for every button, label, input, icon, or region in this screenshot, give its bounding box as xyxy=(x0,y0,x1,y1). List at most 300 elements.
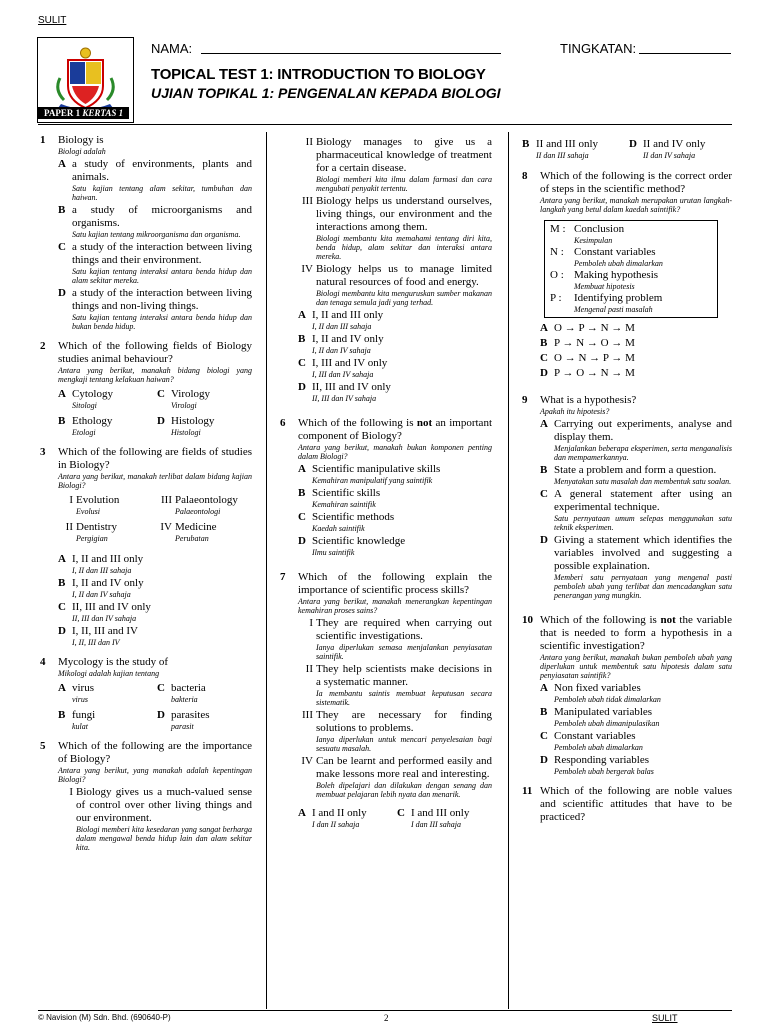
question-6 xyxy=(280,417,492,557)
step-key: N : xyxy=(550,246,564,258)
option-letter: C xyxy=(540,730,548,742)
statement-numeral: IV xyxy=(160,521,172,533)
option-text: State a problem and form a question. xyxy=(554,464,717,476)
option-letter: A xyxy=(298,463,306,475)
option-translation: I dan III sahaja xyxy=(411,820,461,829)
statement-translation: Biologi memberi kita ilmu dalam farmasi dan cara mengubati penyakit tertentu. xyxy=(316,175,492,193)
option-letter: B xyxy=(58,415,66,427)
question-number: 9 xyxy=(522,394,528,406)
question-stem: Which of the following explain the importance of scientific process skills? xyxy=(298,571,492,596)
question-number: 5 xyxy=(40,740,46,752)
option-text: Scientific knowledge xyxy=(312,535,406,547)
option-text: virus xyxy=(72,682,94,694)
step-letter: O xyxy=(550,269,558,281)
question-2 xyxy=(40,340,252,437)
option-letter: A xyxy=(58,682,66,694)
copyright: © Navision (M) Sdn. Bhd. (690640-P) xyxy=(38,1013,171,1022)
question-translation: Antara yang berikut, manakah bidang biologi yang mengkaji tentang kelakuan haiwan? xyxy=(58,366,252,384)
option-text: bacteria xyxy=(171,682,206,694)
option-translation: Menyatakan satu masalah dan membentuk satu soalan. xyxy=(554,477,732,486)
question-3 xyxy=(40,446,252,647)
option-letter: A xyxy=(540,418,548,430)
option-text: P → O → N → M xyxy=(554,367,635,379)
option-text: a study of the interaction between living things and their environment. xyxy=(72,241,252,266)
statement-iv xyxy=(298,755,492,799)
question-number: 8 xyxy=(522,170,528,182)
statement-numeral: III xyxy=(302,195,313,207)
option-a[interactable] xyxy=(58,682,153,704)
statement-numeral: I xyxy=(309,617,313,629)
question-number: 1 xyxy=(40,134,46,146)
option-text: P → N → O → M xyxy=(554,337,635,349)
question-stem: Which of the following is the correct order of steps in the scientific method? xyxy=(540,170,732,195)
option-text: II and III only xyxy=(536,138,599,150)
option-text: II, III and IV only xyxy=(312,381,391,393)
option-letter: D xyxy=(298,381,306,393)
statement-iii xyxy=(298,709,492,753)
option-letter: D xyxy=(540,534,548,546)
option-b[interactable] xyxy=(540,464,732,486)
option-letter: B xyxy=(540,337,548,349)
option-b[interactable] xyxy=(58,415,153,437)
statement-numeral: II xyxy=(65,521,73,533)
step-letter: P xyxy=(550,292,556,304)
options-grid xyxy=(298,805,492,829)
step-text: Identifying problem xyxy=(574,292,663,304)
statement-text: Biology helps us understand ourselves, living things, our environment and the interactions among them. xyxy=(316,195,492,233)
option-d[interactable] xyxy=(298,535,492,557)
option-text: Responding variables xyxy=(554,754,650,766)
question-translation: Antara yang berikut, manakah bukan komponen penting dalam Biologi? xyxy=(298,443,492,461)
option-letter: B xyxy=(522,138,530,150)
option-letter: B xyxy=(298,487,306,499)
option-text: I, II and III only xyxy=(72,553,144,565)
option-translation: Kaedah saintifik xyxy=(312,524,365,533)
option-translation: II dan IV sahaja xyxy=(643,151,696,160)
option-text: a study of the interaction between living things and non-living things. xyxy=(72,287,252,312)
option-translation: Histologi xyxy=(171,428,201,437)
question-stem: Biology is xyxy=(58,134,104,146)
option-letter: C xyxy=(397,807,405,819)
option-text: II and IV only xyxy=(643,138,706,150)
option-translation: Kemahiran saintifik xyxy=(312,500,376,509)
step-n xyxy=(550,246,712,268)
option-text: Scientific skills xyxy=(312,487,381,499)
statement-iii xyxy=(157,494,252,516)
option-translation: Memberi satu pernyataan yang mengenal pasti pemboleh ubah yang terlibat dan mencadangkan satu penerangan yang mungkin. xyxy=(554,573,732,600)
option-letter: C xyxy=(540,352,548,364)
step-key: M : xyxy=(550,223,566,235)
statement-iii xyxy=(298,195,492,261)
tingkatan-label: TINGKATAN: xyxy=(560,41,637,56)
nama-label: NAMA: xyxy=(151,41,193,56)
option-c[interactable] xyxy=(298,357,492,379)
option-c[interactable] xyxy=(58,601,252,623)
question-7 xyxy=(280,571,492,829)
option-translation: I, II dan IV sahaja xyxy=(312,346,371,355)
option-translation: I, III dan IV sahaja xyxy=(312,370,374,379)
statement-i xyxy=(58,786,252,852)
statement-text: They are required when carrying out scientific investigations. xyxy=(316,617,492,642)
option-letter: D xyxy=(298,535,306,547)
column-divider-1 xyxy=(266,132,267,1009)
question-10 xyxy=(522,614,732,776)
statement-numeral: II xyxy=(305,663,313,675)
question-9 xyxy=(522,394,732,600)
option-translation: I, II, III dan IV xyxy=(72,638,120,647)
option-translation: Satu pernyataan umum selepas menggunakan satu teknik eksperimen. xyxy=(554,514,732,532)
option-text: O → P → N → M xyxy=(554,322,635,334)
question-translation: Antara yang berikut, manakah bukan pemboleh ubah yang diperlukan untuk membentuk satu hipotesis dalam satu penyiasatan saintifik? xyxy=(540,653,732,680)
option-letter: D xyxy=(629,138,637,150)
option-translation: II dan III sahaja xyxy=(536,151,589,160)
option-text: Scientific manipulative skills xyxy=(312,463,441,475)
option-b[interactable] xyxy=(298,487,492,509)
option-letter: C xyxy=(540,488,548,500)
question-number: 10 xyxy=(522,614,533,626)
question-stem: Which of the following are fields of studies in Biology? xyxy=(58,446,252,471)
statement-translation: Ianya diperlukan untuk mencari penyelesaian bagi sesuatu masalah. xyxy=(316,735,492,753)
steps-box xyxy=(544,220,718,318)
statement-numeral: II xyxy=(305,136,313,148)
sulit-top-label: SULIT xyxy=(38,15,67,26)
step-text: Constant variables xyxy=(574,246,656,258)
step-letter: N xyxy=(550,246,558,258)
statement-i xyxy=(298,617,492,661)
option-translation: parasit xyxy=(171,722,194,731)
option-d[interactable] xyxy=(540,754,732,776)
option-letter: B xyxy=(540,464,548,476)
option-a[interactable] xyxy=(298,807,393,829)
option-d[interactable] xyxy=(58,625,252,647)
column-3 xyxy=(522,134,732,833)
option-translation: Satu kajian tentang alam sekitar, tumbuhan dan haiwan. xyxy=(72,184,252,202)
question-1 xyxy=(40,134,252,331)
option-letter: A xyxy=(540,682,548,694)
step-letter: M xyxy=(550,223,560,235)
option-b[interactable] xyxy=(522,138,625,160)
option-letter: B xyxy=(58,577,66,589)
statement-translation: Ia membantu saintis membuat keputusan secara sistematik. xyxy=(316,689,492,707)
option-letter: D xyxy=(540,754,548,766)
question-number: 6 xyxy=(280,417,286,429)
page-title: TOPICAL TEST 1: INTRODUCTION TO BIOLOGY xyxy=(151,66,486,83)
option-text: fungi xyxy=(72,709,96,721)
option-c[interactable] xyxy=(397,807,492,829)
step-m xyxy=(550,223,712,245)
option-a[interactable] xyxy=(58,553,252,575)
statement-numeral: IV xyxy=(301,263,313,275)
option-text: O → N → P → M xyxy=(554,352,635,364)
statement-text: Biology helps us to manage limited natural resources of food and energy. xyxy=(316,263,492,288)
option-a[interactable] xyxy=(298,309,492,331)
stem-part: Which of the following is xyxy=(540,614,661,626)
option-translation: I, II dan IV sahaja xyxy=(72,590,131,599)
question-translation: Antara yang berikut, manakah menerangkan kepentingan kemahiran proses sains? xyxy=(298,597,492,615)
option-translation: Ilmu saintifik xyxy=(312,548,355,557)
column-divider-2 xyxy=(508,132,509,1009)
statement-numeral: III xyxy=(302,709,313,721)
option-letter: C xyxy=(58,241,66,253)
option-c[interactable] xyxy=(157,682,252,704)
option-text: Scientific methods xyxy=(312,511,395,523)
tingkatan-field[interactable] xyxy=(639,53,731,54)
question-number: 7 xyxy=(280,571,286,583)
option-text: I, II and IV only xyxy=(72,577,144,589)
option-letter: D xyxy=(540,367,548,379)
statement-translation: Perubatan xyxy=(175,534,209,543)
option-c[interactable] xyxy=(540,730,732,752)
option-c[interactable] xyxy=(58,241,252,285)
option-translation: I, II dan III sahaja xyxy=(72,566,132,575)
statement-iv xyxy=(298,263,492,307)
option-b[interactable] xyxy=(58,204,252,239)
statement-translation: Palaeontologi xyxy=(175,507,221,516)
statement-grid xyxy=(58,492,252,543)
statement-text: Biology manages to give us a pharmaceutical knowledge of treatment for a certain disease. xyxy=(316,136,492,174)
step-o xyxy=(550,269,712,291)
options-grid xyxy=(58,386,252,437)
option-letter: A xyxy=(58,553,66,565)
statement-text: Biology gives us a much-valued sense of control over other living things and our environment. xyxy=(76,786,252,824)
option-text: A general statement after using an experimental technique. xyxy=(554,488,732,513)
option-text: Non fixed variables xyxy=(554,682,641,694)
option-text: I, II and III only xyxy=(312,309,384,321)
option-d[interactable] xyxy=(157,709,252,731)
option-letter: C xyxy=(298,511,306,523)
option-text: II, III and IV only xyxy=(72,601,151,613)
option-translation: I dan II sahaja xyxy=(312,820,360,829)
option-letter: A xyxy=(58,158,66,170)
column-2 xyxy=(280,134,492,838)
option-translation: Pemboleh ubah dimalarkan xyxy=(554,743,643,752)
option-translation: kulat xyxy=(72,722,88,731)
question-number: 3 xyxy=(40,446,46,458)
footer-rule xyxy=(38,1010,732,1011)
statement-translation: Ianya diperlukan semasa menjalankan penyiasatan saintifik. xyxy=(316,643,492,661)
option-b[interactable] xyxy=(540,706,732,728)
option-letter: B xyxy=(58,709,66,721)
statement-text: Evolution xyxy=(76,494,120,506)
question-stem: Mycology is the study of xyxy=(58,656,168,668)
statement-translation: Biologi membantu kita memahami tentang diri kita, benda hidup, alam sekitar dan interaksi antara mereka. xyxy=(316,234,492,261)
option-letter: A xyxy=(298,807,306,819)
option-translation: Satu kajian tentang interaksi antara benda hidup dan bukan benda hidup. xyxy=(72,313,252,331)
question-number: 4 xyxy=(40,656,46,668)
options-grid xyxy=(522,136,732,160)
option-text: Manipulated variables xyxy=(554,706,653,718)
option-translation: Pemboleh ubah tidak dimalarkan xyxy=(554,695,661,704)
option-b[interactable] xyxy=(58,577,252,599)
option-text: a study of microorganisms and organisms. xyxy=(72,204,252,229)
option-translation: Kemahiran manipulatif yang saintifik xyxy=(312,476,433,485)
option-letter: C xyxy=(298,357,306,369)
question-translation: Antara yang berikut, yang manakah adalah kepentingan Biologi? xyxy=(58,766,252,784)
option-letter: C xyxy=(58,601,66,613)
option-b[interactable] xyxy=(540,337,732,350)
statement-translation: Pergigian xyxy=(76,534,108,543)
question-stem: Which of the following fields of Biology studies animal behaviour? xyxy=(58,340,252,365)
question-11 xyxy=(522,785,732,824)
step-key: P : xyxy=(550,292,562,304)
option-a[interactable] xyxy=(298,463,492,485)
question-translation: Mikologi adalah kajian tentang xyxy=(58,669,160,678)
option-d[interactable] xyxy=(540,534,732,600)
statement-translation: Biologi membantu kita menguruskan sumber makanan dan tenaga semula jadi yang terhad. xyxy=(316,289,492,307)
statement-text: Can be learnt and performed easily and make lessons more real and interesting. xyxy=(316,755,492,780)
option-letter: A xyxy=(540,322,548,334)
option-letter: D xyxy=(157,415,165,427)
sulit-bottom-label: SULIT xyxy=(652,1013,678,1023)
question-translation: Apakah itu hipotesis? xyxy=(540,407,610,416)
column-1 xyxy=(40,134,252,861)
statement-numeral: I xyxy=(69,494,73,506)
step-key: O : xyxy=(550,269,564,281)
option-text: Carrying out experiments, analyse and display them. xyxy=(554,418,732,443)
option-a[interactable] xyxy=(540,682,732,704)
option-text: Giving a statement which identifies the variables involved and suggesting a possible explaination. xyxy=(554,534,732,572)
option-letter: B xyxy=(298,333,306,345)
step-text: Conclusion xyxy=(574,223,625,235)
option-a[interactable] xyxy=(58,158,252,202)
question-stem: Which of the following are the importance of Biology? xyxy=(58,740,252,765)
option-translation: Pemboleh ubah bergerak balas xyxy=(554,767,654,776)
option-translation: Pemboleh ubah dimanipulasikan xyxy=(554,719,660,728)
option-text: Ethology xyxy=(72,415,113,427)
statement-i xyxy=(58,494,153,516)
option-text: Virology xyxy=(171,388,211,400)
option-text: Histology xyxy=(171,415,215,427)
question-stem xyxy=(298,417,492,443)
option-d[interactable] xyxy=(540,367,732,380)
question-stem: What is a hypothesis? xyxy=(540,394,637,406)
statement-ii xyxy=(298,663,492,707)
nama-field[interactable] xyxy=(201,53,501,54)
option-text: I, II and IV only xyxy=(312,333,384,345)
statement-text: They are necessary for finding solutions to problems. xyxy=(316,709,492,734)
option-translation: I, II dan III sahaja xyxy=(312,322,372,331)
statement-text: They help scientists make decisions in a systematic manner. xyxy=(316,663,492,688)
stem-part: Which of the following is xyxy=(298,417,417,429)
question-5 xyxy=(40,740,252,852)
option-b[interactable] xyxy=(58,709,153,731)
stem-emphasis: not xyxy=(416,417,433,429)
statement-translation: Biologi memberi kita kesedaran yang sangat berharga dalam mengawal benda hidup lain dan alam sekitar kita. xyxy=(76,825,252,852)
statement-text: Medicine xyxy=(175,521,217,533)
question-translation: Antara yang berikut, manakah terlibat dalam bidang kajian Biologi? xyxy=(58,472,252,490)
page-subtitle: UJIAN TOPIKAL 1: PENGENALAN KEPADA BIOLOGI xyxy=(151,85,501,101)
option-text: a study of environments, plants and animals. xyxy=(72,158,252,183)
option-c[interactable] xyxy=(540,352,732,365)
option-text: Cytology xyxy=(72,388,113,400)
stem-part: the variable that is needed to form a hypothesis in a scientific investigation? xyxy=(540,614,732,652)
statement-ii xyxy=(298,136,492,193)
option-letter: A xyxy=(298,309,306,321)
option-translation: Satu kajian tentang interaksi antara benda hidup dan alam sekitar mereka. xyxy=(72,267,252,285)
paper-label: PAPER 1 xyxy=(44,108,81,118)
statement-translation: Evolusi xyxy=(76,507,100,516)
step-p xyxy=(550,292,712,314)
question-stem xyxy=(540,614,732,653)
option-text: I, II, III and IV xyxy=(72,625,138,637)
option-letter: C xyxy=(157,682,165,694)
option-a[interactable] xyxy=(58,388,153,410)
paper-label-ms: KERTAS 1 xyxy=(82,108,124,118)
option-translation: Menjalankan beberapa eksperimen, serta menganalisis dan mempamerkannya. xyxy=(554,444,732,462)
option-d[interactable] xyxy=(629,138,732,160)
statement-numeral: I xyxy=(69,786,73,798)
statement-translation: Boleh dipelajari dan dilakukan dengan senang dan membuat pelajaran lebih nyata dan menarik. xyxy=(316,781,492,799)
header-rule xyxy=(38,124,732,125)
statement-ii xyxy=(58,521,153,543)
option-translation: II, III dan IV sahaja xyxy=(72,614,137,623)
statement-numeral: IV xyxy=(301,755,313,767)
question-translation: Biologi adalah xyxy=(58,147,106,156)
option-b[interactable] xyxy=(298,333,492,355)
option-text: Constant variables xyxy=(554,730,636,742)
question-5-continued xyxy=(280,136,492,403)
statement-text: Dentistry xyxy=(76,521,117,533)
step-translation: Pemboleh ubah dimalarkan xyxy=(574,259,663,268)
statement-text: Palaeontology xyxy=(175,494,238,506)
option-translation: virus xyxy=(72,695,88,704)
option-a[interactable] xyxy=(540,322,732,335)
question-8 xyxy=(522,170,732,380)
step-translation: Kesimpulan xyxy=(574,236,613,245)
statement-numeral: III xyxy=(161,494,172,506)
step-translation: Mengenal pasti masalah xyxy=(574,305,653,314)
option-d[interactable] xyxy=(298,381,492,403)
options-grid xyxy=(58,680,252,731)
option-text: I, III and IV only xyxy=(312,357,388,369)
option-c[interactable] xyxy=(540,488,732,532)
option-translation: Virologi xyxy=(171,401,197,410)
option-translation: Satu kajian tentang mikroorganisma dan organisma. xyxy=(72,230,241,239)
question-7-continued xyxy=(522,136,732,160)
option-text: parasites xyxy=(171,709,210,721)
option-d[interactable] xyxy=(157,415,252,437)
option-text: I and III only xyxy=(411,807,470,819)
question-translation: Antara yang berikut, manakah merupakan urutan langkah-langkah yang betul dalam kaedah saintifik? xyxy=(540,196,732,214)
option-letter: C xyxy=(157,388,165,400)
option-letter: D xyxy=(58,625,66,637)
option-letter: A xyxy=(58,388,66,400)
stem-emphasis: not xyxy=(660,614,676,626)
paper-tab xyxy=(38,107,129,119)
step-text: Making hypothesis xyxy=(574,269,659,281)
option-c[interactable] xyxy=(157,388,252,410)
option-d[interactable] xyxy=(58,287,252,331)
option-translation: II, III dan IV sahaja xyxy=(312,394,377,403)
option-a[interactable] xyxy=(540,418,732,462)
option-c[interactable] xyxy=(298,511,492,533)
option-translation: bakteria xyxy=(171,695,198,704)
option-letter: B xyxy=(58,204,66,216)
question-number: 11 xyxy=(522,785,533,797)
question-number: 2 xyxy=(40,340,46,352)
statement-iv xyxy=(157,521,252,543)
option-text: I and II only xyxy=(312,807,367,819)
question-4 xyxy=(40,656,252,731)
stem-part: an important component of Biology? xyxy=(298,417,492,442)
option-letter: D xyxy=(58,287,66,299)
option-letter: B xyxy=(540,706,548,718)
option-translation: Sitologi xyxy=(72,401,97,410)
page-number: 2 xyxy=(384,1013,389,1023)
step-translation: Membuat hipotesis xyxy=(574,282,635,291)
option-translation: Etologi xyxy=(72,428,96,437)
question-stem: Which of the following are noble values and scientific attitudes that have to be practiced? xyxy=(540,785,732,823)
